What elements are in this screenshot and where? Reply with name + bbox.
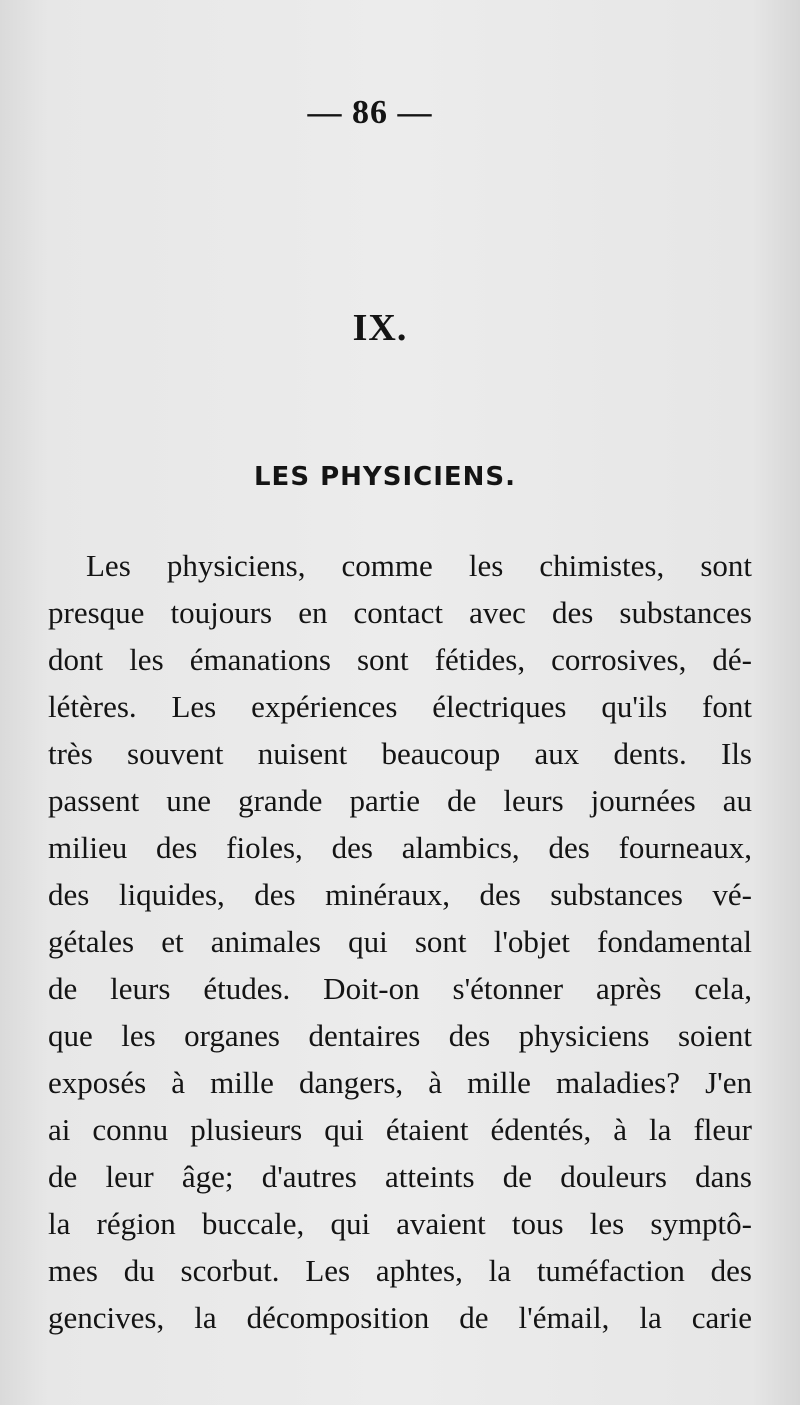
text-line: exposés à mille dangers, à mille maladies? J'en	[48, 1065, 752, 1100]
text-line: gencives, la décomposition de l'émail, la carie	[48, 1300, 752, 1335]
text-line: Les physiciens, comme les chimistes, sont	[86, 548, 752, 583]
text-line: des liquides, des minéraux, des substances vé-	[48, 877, 752, 912]
text-line: de leurs études. Doit-on s'étonner après cela,	[48, 971, 752, 1006]
text-line: ai connu plusieurs qui étaient édentés, à la fleur	[48, 1112, 752, 1147]
text-line: dont les émanations sont fétides, corrosives, dé-	[48, 642, 752, 677]
chapter-number: IX.	[352, 307, 408, 349]
text-line: passent une grande partie de leurs journées au	[48, 783, 752, 818]
text-line: létères. Les expériences électriques qu'ils font	[48, 689, 752, 724]
text-line: gétales et animales qui sont l'objet fondamental	[48, 924, 752, 959]
text-line: la région buccale, qui avaient tous les symptô-	[48, 1206, 752, 1241]
text-line: très souvent nuisent beaucoup aux dents. Ils	[48, 736, 752, 771]
text-line: presque toujours en contact avec des substances	[48, 595, 752, 630]
chapter-title: LES PHYSICIENS.	[253, 462, 517, 492]
text-line: que les organes dentaires des physiciens soient	[48, 1018, 752, 1053]
text-line: milieu des fioles, des alambics, des fourneaux,	[48, 830, 752, 865]
body-paragraph	[48, 542, 752, 1341]
text-line: mes du scorbut. Les aphtes, la tuméfaction des	[48, 1253, 752, 1288]
page-number: — 86 —	[307, 94, 433, 131]
text-line: de leur âge; d'autres atteints de douleurs dans	[48, 1159, 752, 1194]
